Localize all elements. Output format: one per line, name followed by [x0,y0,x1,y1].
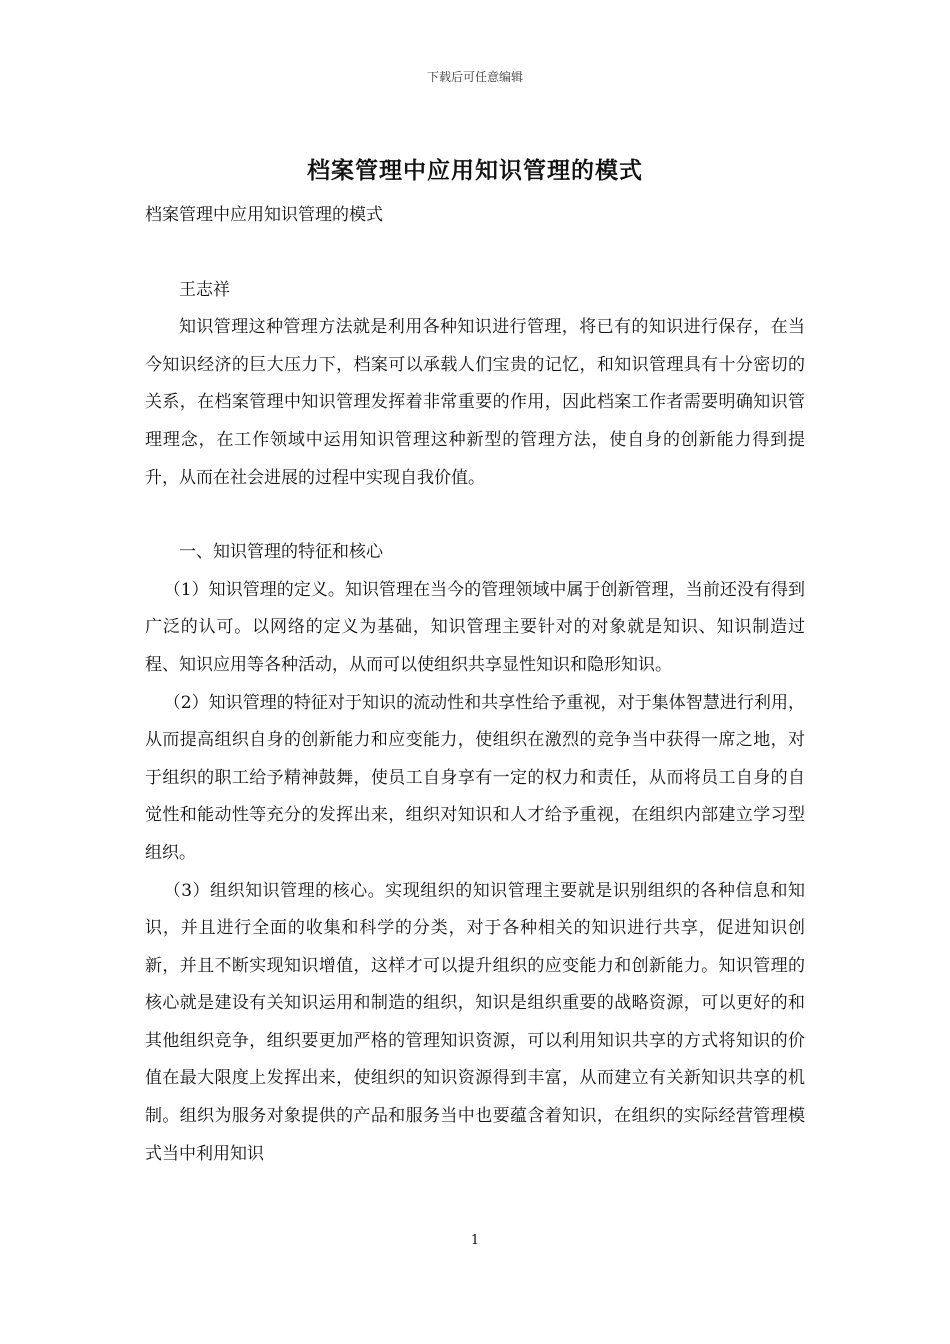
header-note: 下载后可任意编辑 [426,70,523,84]
blank-line [145,497,805,534]
document-subtitle: 档案管理中应用知识管理的模式 [145,205,383,225]
author-name: 王志祥 [179,279,230,300]
document-title: 档案管理中应用知识管理的模式 [307,157,643,184]
paragraph-definition: （1）知识管理的定义。知识管理在当今的管理领域中属于创新管理，当前还没有得到广泛的认可。以网络的定义为基础，知识管理主要针对的对象就是知识、知识制造过程、知识应用等各种活动，从而可以使组织共享显性知识和隐形知识。 [145,579,805,675]
intro-paragraph: 知识管理这种管理方法就是利用各种知识进行管理，将已有的知识进行保存，在当今知识经济的巨大压力下，档案可以承载人们宝贵的记忆，和知识管理具有十分密切的关系，在档案管理中知识管理发挥着非常重要的作用，因此档案工作者需要明确知识管理理念，在工作领域中运用知识管理这种新型的管理方法，使自身的创新能力得到提升，从而在社会进展的过程中实现自我价值。 [145,317,805,488]
blank-line [145,235,805,272]
paragraph-core: （3）组织知识管理的核心。实现组织的知识管理主要就是识别组织的各种信息和知识，并且进行全面的收集和科学的分类，对于各种相关的知识进行共享，促进知识创新，并且不断实现知识增值，这样才可以提升组织的应变能力和创新能力。知识管理的核心就是建设有关知识运用和制造的组织，知识是组织重要的战略资源，可以更好的和其他组织竞争，组织要更加严格的管理知识资源，可以利用知识共享的方式将知识的价值在最大限度上发挥出来，使组织的知识资源得到丰富，从而建立有关新知识共享的机制。组织为服务对象提供的产品和服务当中也要蕴含着知识，在组织的实际经营管理模式当中利用知识 [145,880,805,1164]
section-heading: 一、知识管理的特征和核心 [179,542,383,563]
page-number: 1 [470,1233,480,1248]
document-body [145,197,805,1173]
paragraph-features: （2）知识管理的特征对于知识的流动性和共享性给予重视，对于集体智慧进行利用，从而提高组织自身的创新能力和应变能力，使组织在激烈的竞争当中获得一席之地，对于组织的职工给予精神鼓舞，使员工自身享有一定的权力和责任，从而将员工自身的自觉性和能动性等充分的发挥出来，组织对知识和人才给予重视，在组织内部建立学习型组织。 [145,692,805,863]
